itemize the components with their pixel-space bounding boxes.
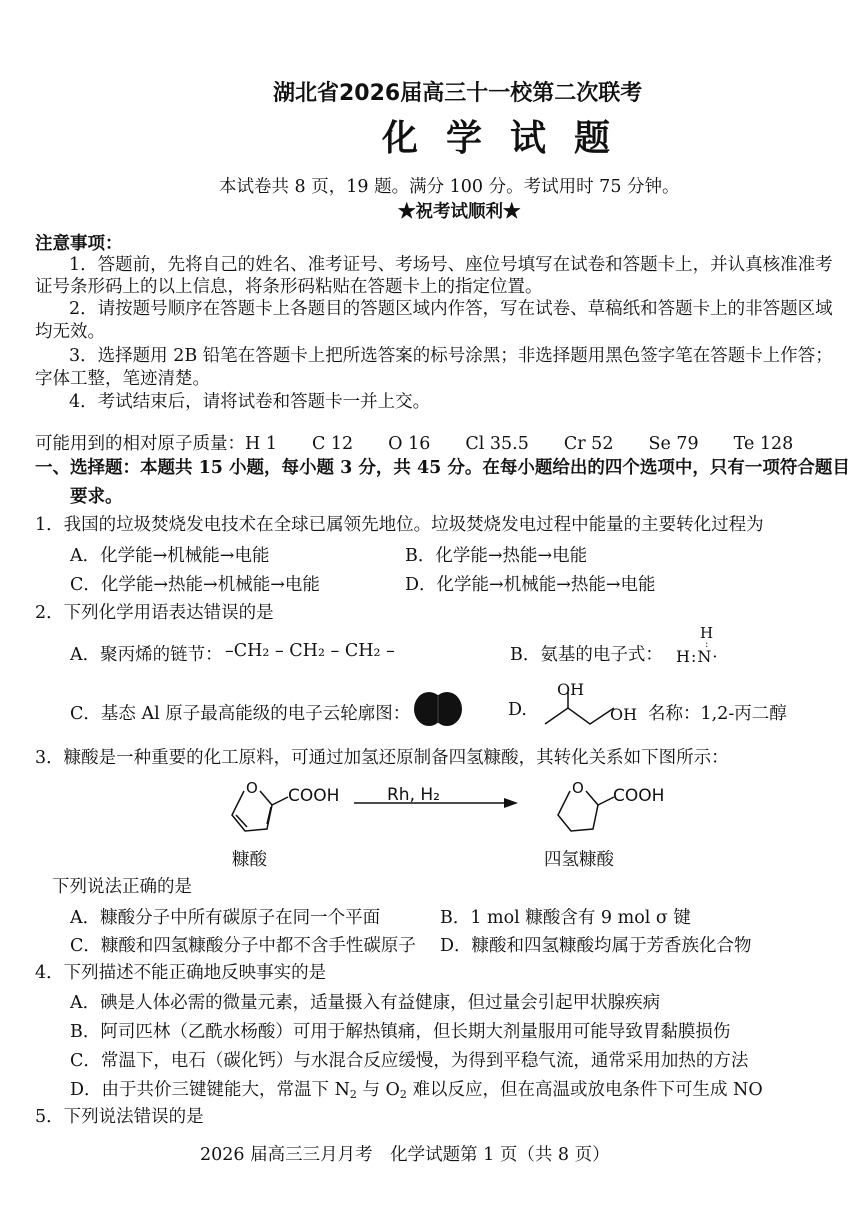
q5-stem: 5．下列说法错误的是 [35,1107,204,1127]
exam-info: 本试卷共 8 页，19 题。满分 100 分。考试用时 75 分钟。 [219,177,680,197]
q1-option-d: D．化学能→机械能→热能→电能 [405,575,656,595]
q3-option-d: D．糠酸和四氢糠酸均属于芳香族化合物 [440,936,752,956]
tetrahydrofuroic-acid-ring [548,775,620,837]
notice-item-1-line-2: 证号条形码上的以上信息，将条形码粘贴在答题卡上的指定位置。 [35,277,543,297]
q2-option-c-label: C．基态 Al 原子最高能级的电子云轮廓图： [70,704,411,724]
q4-option-d-sub-2: 2 [399,1088,407,1101]
q3-option-a: A．糠酸分子中所有碳原子在同一个平面 [70,908,381,928]
notice-item-2-line-1: 2．请按题号顺序在答题卡上各题目的答题区域内作答，写在试卷、草稿纸和答题卡上的非答题区域 [69,299,833,319]
q2-option-a-formula: –CH₂ – CH₂ – CH₂ – [225,641,395,661]
reaction-reagent: Rh, H₂ [387,785,440,805]
section-1-header-line-2: 要求。 [70,487,123,507]
atomic-masses: 可能用到的相对原子质量：H 1 C 12 O 16 Cl 35.5 Cr 52 Se 79 Te 128 [35,434,794,454]
q3-sub-stem: 下列说法正确的是 [52,877,192,897]
furoic-acid-ring [222,775,294,837]
notice-item-1-line-1: 1．答题前，先将自己的姓名、准考证号、考场号、座位号填写在试卷和答题卡上，并认真核准准考 [69,255,833,275]
furoic-cooh: COOH [288,786,340,806]
page-footer: 2026 届高三三月月考 化学试题第 1 页（共 8 页） [200,1145,610,1165]
subject-title: 化学试题 [382,117,639,159]
q1-option-c: C．化学能→热能→机械能→电能 [70,575,320,595]
q2-stem: 2．下列化学用语表达错误的是 [35,603,274,623]
section-1-header-line-1: 一、选择题：本题共 15 小题，每小题 3 分，共 45 分。在每小题给出的四个选项中，只有一项符合题目 [35,458,850,478]
q4-option-b: B．阿司匹林（乙酰水杨酸）可用于解热镇痛，但长期大剂量服用可能导致胃黏膜损伤 [70,1022,731,1042]
q4-option-d [70,1076,763,1101]
q2-amino-hn: H:N· [676,647,719,666]
q4-option-c: C．常温下，电石（碳化钙）与水混合反应缓慢，为得到平稳气流，通常采用加热的方法 [70,1051,749,1071]
label-furoic-acid: 糠酸 [232,850,267,870]
q2-amino-dots: : [705,639,709,650]
q4-option-d-part-2: 与 O [356,1080,400,1100]
q2-option-b-label: B．氨基的电子式： [510,645,663,665]
q1-stem: 1．我国的垃圾焚烧发电技术在全球已属领先地位。垃圾焚烧发电过程中能量的主要转化过程为 [35,515,764,535]
q2-option-a-label: A．聚丙烯的链节： [70,645,223,665]
wish-line: ★祝考试顺利★ [398,202,521,222]
q2-d-oh-right: OH [610,705,638,724]
furoic-oxygen: O [246,779,258,797]
q2-amino-h-top: H [700,624,714,642]
q4-option-d-part-1: D．由于共价三键键能大，常温下 N [70,1080,350,1100]
q3-option-b: B．1 mol 糠酸含有 9 mol σ 键 [440,908,691,928]
reaction-arrow [352,796,520,810]
thf-oxygen: O [572,779,584,797]
q4-option-d-part-3: 难以反应，但在高温或放电条件下可生成 NO [406,1080,763,1100]
q4-stem: 4．下列描述不能正确地反映事实的是 [35,963,327,983]
notice-item-2-line-2: 均无效。 [35,322,105,342]
p-orbital-icon [410,688,466,730]
notice-item-4: 4．考试结束后，请将试卷和答题卡一并上交。 [69,392,431,412]
thf-cooh: COOH [613,786,665,806]
q2-d-oh-top: OH [557,680,585,699]
q4-option-d-sub-1: 2 [349,1088,357,1101]
label-tetrahydrofuroic-acid: 四氢糠酸 [544,850,614,870]
q1-option-a: A．化学能→机械能→电能 [70,546,270,566]
exam-title: 湖北省2026届高三十一校第二次联考 [273,81,643,106]
q2-option-d-name: 名称：1,2-丙二醇 [648,704,787,724]
q2-option-d-label: D. [508,700,527,720]
q1-option-b: B．化学能→热能→电能 [405,546,588,566]
q4-option-a: A．碘是人体必需的微量元素，适量摄入有益健康，但过量会引起甲状腺疾病 [70,993,661,1013]
notice-item-3-line-2: 字体工整，笔迹清楚。 [35,369,210,389]
q3-option-c: C．糠酸和四氢糠酸分子中都不含手性碳原子 [70,936,416,956]
q3-stem: 3．糠酸是一种重要的化工原料，可通过加氢还原制备四氢糠酸，其转化关系如下图所示： [35,748,729,768]
notice-heading: 注意事项： [35,234,123,254]
notice-item-3-line-1: 3．选择题用 2B 铅笔在答题卡上把所选答案的标号涂黑；非选择题用黑色签字笔在答题卡上作答； [69,346,833,366]
